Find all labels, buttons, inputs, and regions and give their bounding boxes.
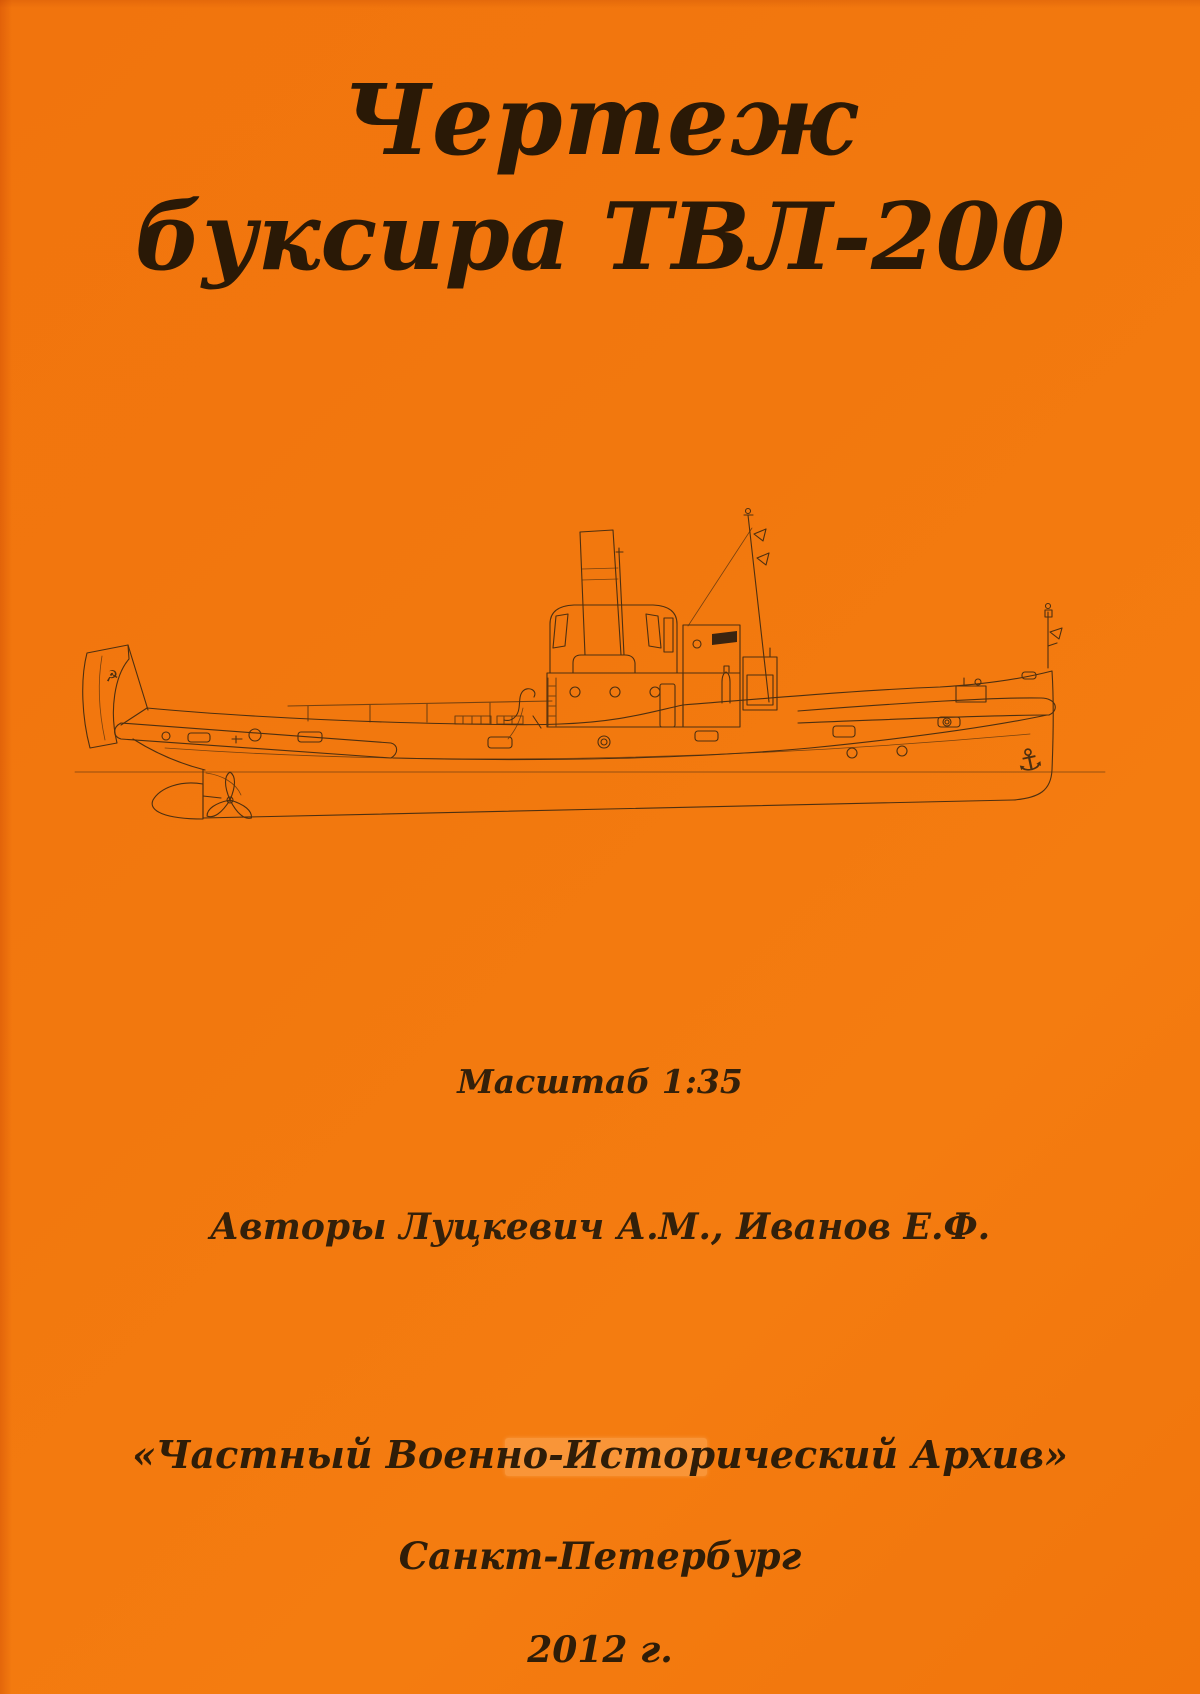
wheelhouse bbox=[550, 605, 677, 673]
page-title-line1: Чертеж bbox=[342, 63, 858, 177]
mast-vane-lower bbox=[757, 553, 769, 565]
scan-top-edge-shadow bbox=[0, 0, 1200, 8]
sheer-line bbox=[147, 671, 1052, 725]
stem bbox=[1013, 671, 1053, 800]
keel bbox=[203, 800, 1013, 818]
propeller bbox=[203, 772, 254, 821]
rudder bbox=[152, 783, 203, 819]
hammer-sickle-icon: ☭ bbox=[103, 666, 120, 686]
mast-vane-upper bbox=[754, 529, 766, 541]
bow-fender bbox=[798, 698, 1055, 723]
page-title-line2: буксира ТВЛ-200 bbox=[134, 182, 1066, 291]
tow-hook bbox=[504, 689, 541, 739]
deck-vents bbox=[455, 716, 523, 724]
publisher-line: «Частный Военно-Исторический Архив» bbox=[132, 1432, 1068, 1477]
bridge-box bbox=[683, 625, 740, 727]
dark-window bbox=[712, 631, 737, 645]
aft-cabin bbox=[743, 648, 777, 710]
city-line: Санкт-Петербург bbox=[398, 1534, 802, 1578]
scale-label: Масштаб 1:35 bbox=[457, 1062, 743, 1101]
stern-profile bbox=[121, 708, 147, 725]
foredeck-winch bbox=[956, 678, 986, 702]
funnel bbox=[570, 530, 640, 673]
authors-line: Авторы Луцкевич А.М., Иванов Е.Ф. bbox=[209, 1206, 991, 1248]
bottle-ventilator bbox=[722, 666, 730, 703]
propeller-aperture bbox=[206, 773, 241, 795]
year-line: 2012 г. bbox=[527, 1629, 673, 1671]
deckhouse-ladder bbox=[548, 678, 556, 726]
stern-flag bbox=[83, 645, 148, 748]
anchor-icon: ⚓ bbox=[1012, 740, 1047, 781]
jackstaff bbox=[1045, 604, 1062, 669]
tugboat-drawing bbox=[0, 440, 1200, 840]
